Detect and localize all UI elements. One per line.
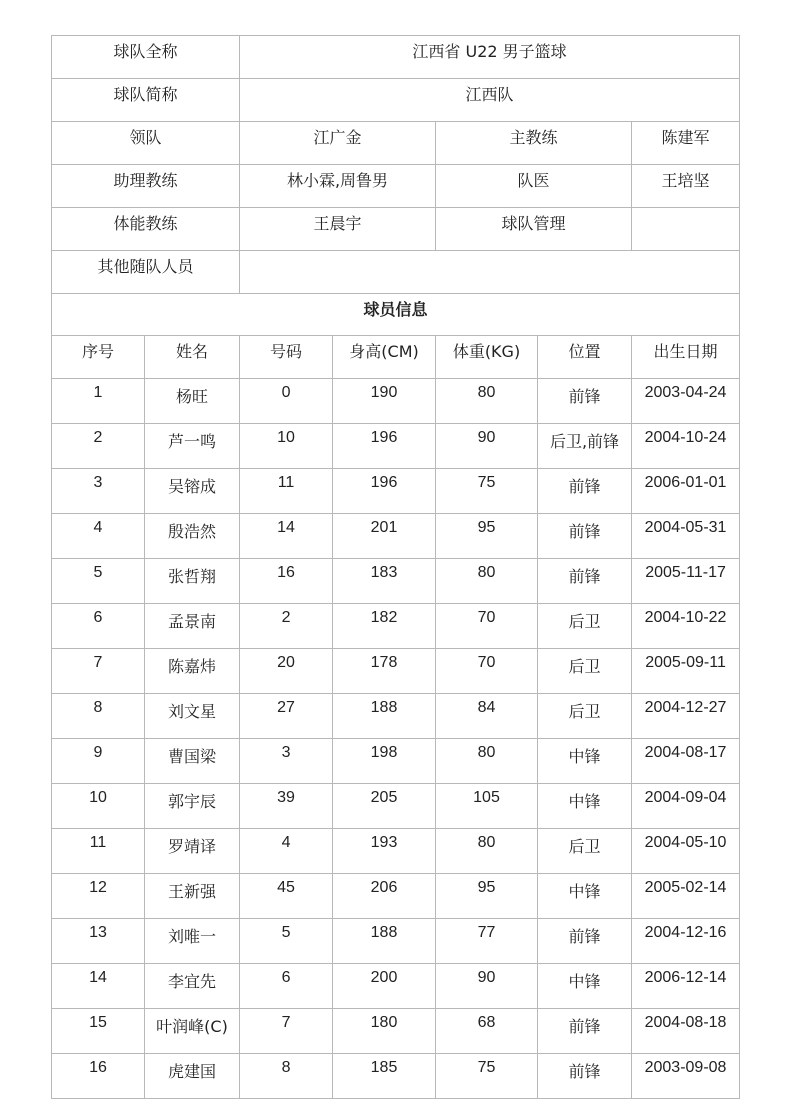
- player-position: 后卫: [538, 829, 632, 874]
- player-index: 3: [52, 469, 145, 514]
- player-weight: 80: [436, 559, 538, 604]
- player-birth-date: 2005-02-14: [632, 874, 740, 919]
- player-name: 郭宇辰: [145, 784, 240, 829]
- player-name: 吴镕成: [145, 469, 240, 514]
- player-height: 206: [333, 874, 436, 919]
- player-index: 16: [52, 1054, 145, 1099]
- player-height: 200: [333, 964, 436, 1009]
- column-header-weight: 体重(KG): [436, 336, 538, 379]
- player-weight: 90: [436, 964, 538, 1009]
- player-weight: 105: [436, 784, 538, 829]
- team-roster-table: [51, 35, 740, 1099]
- player-rows: [52, 379, 740, 1099]
- table-row: [52, 874, 740, 919]
- player-weight: 77: [436, 919, 538, 964]
- player-height: 196: [333, 424, 436, 469]
- player-jersey-number: 6: [240, 964, 333, 1009]
- fitness-row: [52, 208, 740, 251]
- player-position: 前锋: [538, 1054, 632, 1099]
- player-position: 后卫: [538, 649, 632, 694]
- player-height: 201: [333, 514, 436, 559]
- team-info-section: [52, 36, 740, 379]
- fitness-coach-value: 王晨宇: [240, 208, 436, 251]
- player-index: 7: [52, 649, 145, 694]
- player-name: 叶润峰(C): [145, 1009, 240, 1054]
- player-weight: 80: [436, 739, 538, 784]
- player-jersey-number: 8: [240, 1054, 333, 1099]
- team-short-name-label: 球队简称: [52, 79, 240, 122]
- player-weight: 95: [436, 874, 538, 919]
- player-position: 前锋: [538, 514, 632, 559]
- team-short-name-row: [52, 79, 740, 122]
- player-birth-date: 2004-08-17: [632, 739, 740, 784]
- player-jersey-number: 0: [240, 379, 333, 424]
- player-index: 13: [52, 919, 145, 964]
- table-row: [52, 964, 740, 1009]
- doctor-label: 队医: [436, 165, 632, 208]
- player-weight: 84: [436, 694, 538, 739]
- column-header-height: 身高(CM): [333, 336, 436, 379]
- player-index: 14: [52, 964, 145, 1009]
- player-jersey-number: 3: [240, 739, 333, 784]
- player-name: 虎建国: [145, 1054, 240, 1099]
- player-birth-date: 2003-09-08: [632, 1054, 740, 1099]
- player-position: 前锋: [538, 559, 632, 604]
- assistant-row: [52, 165, 740, 208]
- player-index: 8: [52, 694, 145, 739]
- player-index: 5: [52, 559, 145, 604]
- player-position: 中锋: [538, 784, 632, 829]
- player-position: 中锋: [538, 964, 632, 1009]
- table-row: [52, 469, 740, 514]
- player-position: 前锋: [538, 1009, 632, 1054]
- player-jersey-number: 7: [240, 1009, 333, 1054]
- player-height: 198: [333, 739, 436, 784]
- doctor-value: 王培坚: [632, 165, 740, 208]
- leader-row: [52, 122, 740, 165]
- player-name: 刘唯一: [145, 919, 240, 964]
- player-height: 205: [333, 784, 436, 829]
- player-birth-date: 2004-10-24: [632, 424, 740, 469]
- table-row: [52, 649, 740, 694]
- table-row: [52, 829, 740, 874]
- table-row: [52, 784, 740, 829]
- column-header-position: 位置: [538, 336, 632, 379]
- manager-value: [632, 208, 740, 251]
- player-height: 185: [333, 1054, 436, 1099]
- manager-label: 球队管理: [436, 208, 632, 251]
- player-height: 183: [333, 559, 436, 604]
- player-height: 180: [333, 1009, 436, 1054]
- player-weight: 80: [436, 379, 538, 424]
- player-jersey-number: 39: [240, 784, 333, 829]
- fitness-coach-label: 体能教练: [52, 208, 240, 251]
- leader-label: 领队: [52, 122, 240, 165]
- table-row: [52, 424, 740, 469]
- player-name: 王新强: [145, 874, 240, 919]
- table-row: [52, 739, 740, 784]
- column-header-jersey: 号码: [240, 336, 333, 379]
- player-jersey-number: 5: [240, 919, 333, 964]
- player-height: 196: [333, 469, 436, 514]
- player-column-headers: [52, 336, 740, 379]
- assistant-coach-label: 助理教练: [52, 165, 240, 208]
- player-jersey-number: 2: [240, 604, 333, 649]
- player-birth-date: 2004-08-18: [632, 1009, 740, 1054]
- player-weight: 90: [436, 424, 538, 469]
- player-jersey-number: 27: [240, 694, 333, 739]
- other-staff-row: [52, 251, 740, 294]
- player-index: 11: [52, 829, 145, 874]
- player-birth-date: 2004-10-22: [632, 604, 740, 649]
- player-height: 188: [333, 919, 436, 964]
- other-staff-label: 其他随队人员: [52, 251, 240, 294]
- other-staff-value: [240, 251, 740, 294]
- table-row: [52, 1054, 740, 1099]
- player-position: 前锋: [538, 919, 632, 964]
- player-position: 中锋: [538, 739, 632, 784]
- table-row: [52, 379, 740, 424]
- table-row: [52, 919, 740, 964]
- player-weight: 75: [436, 469, 538, 514]
- player-birth-date: 2004-05-31: [632, 514, 740, 559]
- player-weight: 95: [436, 514, 538, 559]
- player-jersey-number: 45: [240, 874, 333, 919]
- player-jersey-number: 20: [240, 649, 333, 694]
- column-header-name: 姓名: [145, 336, 240, 379]
- player-index: 12: [52, 874, 145, 919]
- player-height: 178: [333, 649, 436, 694]
- player-weight: 70: [436, 649, 538, 694]
- players-section-row: [52, 294, 740, 336]
- player-position: 前锋: [538, 469, 632, 514]
- table-row: [52, 559, 740, 604]
- player-index: 4: [52, 514, 145, 559]
- player-name: 杨旺: [145, 379, 240, 424]
- player-position: 前锋: [538, 379, 632, 424]
- player-name: 陈嘉炜: [145, 649, 240, 694]
- head-coach-label: 主教练: [436, 122, 632, 165]
- player-position: 中锋: [538, 874, 632, 919]
- player-index: 6: [52, 604, 145, 649]
- player-birth-date: 2005-11-17: [632, 559, 740, 604]
- player-birth-date: 2005-09-11: [632, 649, 740, 694]
- player-height: 188: [333, 694, 436, 739]
- player-jersey-number: 4: [240, 829, 333, 874]
- player-index: 2: [52, 424, 145, 469]
- table-row: [52, 514, 740, 559]
- table-row: [52, 604, 740, 649]
- player-name: 殷浩然: [145, 514, 240, 559]
- player-jersey-number: 14: [240, 514, 333, 559]
- player-name: 芦一鸣: [145, 424, 240, 469]
- player-height: 193: [333, 829, 436, 874]
- player-jersey-number: 11: [240, 469, 333, 514]
- player-weight: 75: [436, 1054, 538, 1099]
- column-header-index: 序号: [52, 336, 145, 379]
- player-weight: 68: [436, 1009, 538, 1054]
- column-header-birth-date: 出生日期: [632, 336, 740, 379]
- player-position: 后卫: [538, 604, 632, 649]
- player-birth-date: 2006-01-01: [632, 469, 740, 514]
- player-index: 1: [52, 379, 145, 424]
- team-full-name-row: [52, 36, 740, 79]
- player-birth-date: 2004-12-27: [632, 694, 740, 739]
- player-name: 曹国梁: [145, 739, 240, 784]
- player-jersey-number: 10: [240, 424, 333, 469]
- team-short-name-value: 江西队: [240, 79, 740, 122]
- player-index: 9: [52, 739, 145, 784]
- player-name: 罗靖译: [145, 829, 240, 874]
- player-jersey-number: 16: [240, 559, 333, 604]
- table-row: [52, 694, 740, 739]
- player-birth-date: 2004-05-10: [632, 829, 740, 874]
- player-weight: 70: [436, 604, 538, 649]
- team-full-name-value: 江西省 U22 男子篮球: [240, 36, 740, 79]
- player-index: 10: [52, 784, 145, 829]
- player-birth-date: 2004-09-04: [632, 784, 740, 829]
- assistant-coach-value: 林小霖,周鲁男: [240, 165, 436, 208]
- team-full-name-label: 球队全称: [52, 36, 240, 79]
- player-height: 182: [333, 604, 436, 649]
- player-name: 李宜先: [145, 964, 240, 1009]
- player-birth-date: 2004-12-16: [632, 919, 740, 964]
- player-name: 张哲翔: [145, 559, 240, 604]
- head-coach-value: 陈建军: [632, 122, 740, 165]
- table-row: [52, 1009, 740, 1054]
- player-name: 孟景南: [145, 604, 240, 649]
- player-index: 15: [52, 1009, 145, 1054]
- player-height: 190: [333, 379, 436, 424]
- player-position: 后卫,前锋: [538, 424, 632, 469]
- leader-value: 江广金: [240, 122, 436, 165]
- player-birth-date: 2003-04-24: [632, 379, 740, 424]
- player-position: 后卫: [538, 694, 632, 739]
- player-name: 刘文星: [145, 694, 240, 739]
- player-birth-date: 2006-12-14: [632, 964, 740, 1009]
- player-weight: 80: [436, 829, 538, 874]
- players-section-title: 球员信息: [52, 294, 740, 336]
